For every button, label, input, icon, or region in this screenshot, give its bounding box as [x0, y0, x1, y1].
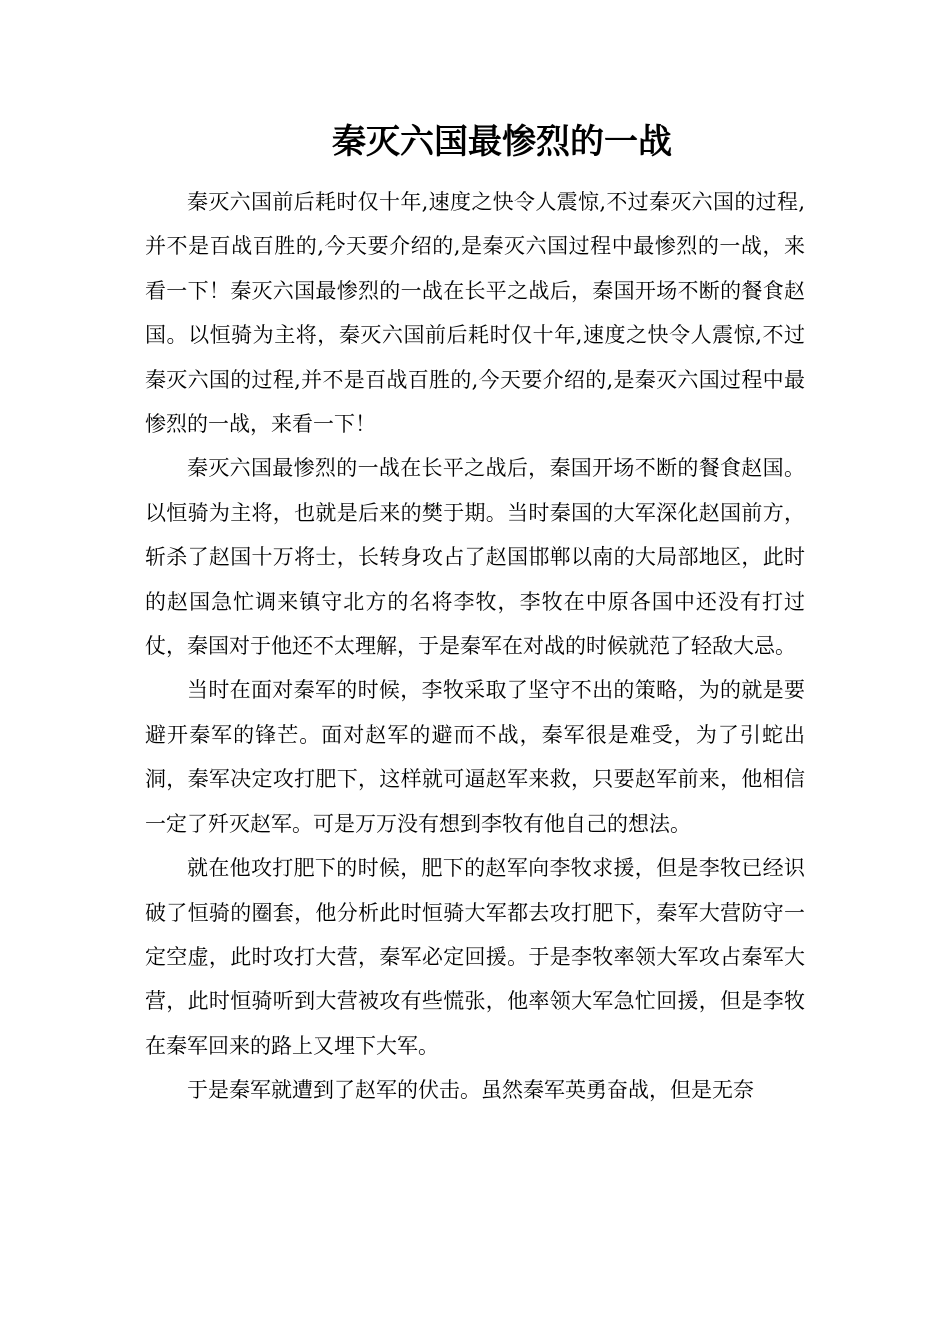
document-body	[145, 180, 805, 1113]
document-title: 秦灭六国最惨烈的一战	[332, 122, 672, 162]
paragraph-4: 就在他攻打肥下的时候，肥下的赵军向李牧求援，但是李牧已经识破了恒骑的圈套，他分析此时恒骑大军都去攻打肥下，秦军大营防守一定空虚，此时攻打大营，秦军必定回援。于是李牧率领大军攻占秦军大营，此时恒骑听到大营被攻有些慌张，他率领大军急忙回援，但是李牧在秦军回来的路上又埋下大军。	[145, 856, 805, 1058]
paragraph-2: 秦灭六国最惨烈的一战在长平之战后，秦国开场不断的餐食赵国。以恒骑为主将，也就是后来的樊于期。当时秦国的大军深化赵国前方，斩杀了赵国十万将士，长转身攻占了赵国邯郸以南的大局部地区，此时的赵国急忙调来镇守北方的名将李牧，李牧在中原各国中还没有打过仗，秦国对于他还不太理解，于是秦军在对战的时候就范了轻敌大忌。	[145, 456, 805, 659]
paragraph-5: 于是秦军就遭到了赵军的伏击。虽然秦军英勇奋战，但是无奈	[187, 1078, 754, 1103]
paragraph-1: 秦灭六国前后耗时仅十年,速度之快令人震惊,不过秦灭六国的过程,并不是百战百胜的,今天要介绍的,是秦灭六国过程中最惨烈的一战，来看一下！秦灭六国最惨烈的一战在长平之战后，秦国开场不断的餐食赵国。以恒骑为主将，秦灭六国前后耗时仅十年,速度之快令人震惊,不过秦灭六国的过程,并不是百战百胜的,今天要介绍的,是秦灭六国过程中最惨烈的一战，来看一下！	[145, 190, 805, 437]
paragraph-3: 当时在面对秦军的时候，李牧采取了坚守不出的策略，为的就是要避开秦军的锋芒。面对赵军的避而不战，秦军很是难受，为了引蛇出洞，秦军决定攻打肥下，这样就可逼赵军来救，只要赵军前来，他相信一定了歼灭赵军。可是万万没有想到李牧有他自己的想法。	[145, 678, 805, 836]
